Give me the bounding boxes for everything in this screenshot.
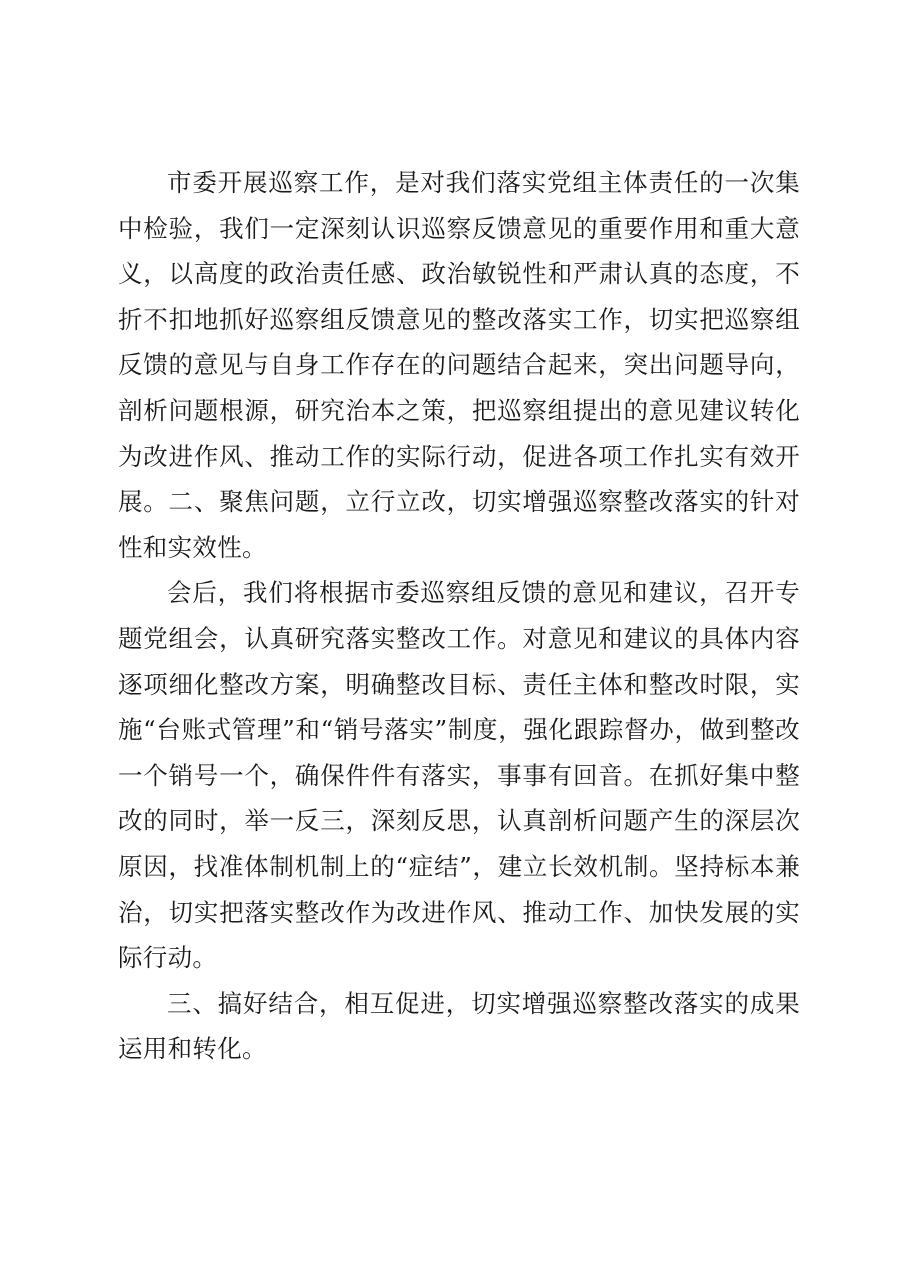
paragraph-1: 市委开展巡察工作，是对我们落实党组主体责任的一次集中检验，我们一定深刻认识巡察反馈意见的重要作用和重大意义，以高度的政治责任感、政治敏锐性和严肃认真的态度，不折不扣地抓好巡察组反馈意见的整改落实工作，切实把巡察组反馈的意见与自身工作存在的问题结合起来，突出问题导向，剖析问题根源，研究治本之策，把巡察组提出的意见建议转化为改进作风、推动工作的实际行动，促进各项工作扎实有效开展。二、聚焦问题，立行立改，切实增强巡察整改落实的针对性和实效性。 [118, 168, 800, 562]
document-body [118, 160, 800, 1072]
paragraph-2: 会后，我们将根据市委巡察组反馈的意见和建议，召开专题党组会，认真研究落实整改工作。对意见和建议的具体内容逐项细化整改方案，明确整改目标、责任主体和整改时限，实施“台账式管理”和“销号落实”制度，强化跟踪督办，做到整改一个销号一个，确保件件有落实，事事有回音。在抓好集中整改的同时，举一反三，深刻反思，认真剖析问题产生的深层次原因，找准体制机制上的“症结”，建立长效机制。坚持标本兼治，切实把落实整改作为改进作风、推动工作、加快发展的实际行动。 [118, 578, 800, 973]
paragraph-3: 三、搞好结合，相互促进，切实增强巡察整改落实的成果运用和转化。 [118, 988, 800, 1064]
